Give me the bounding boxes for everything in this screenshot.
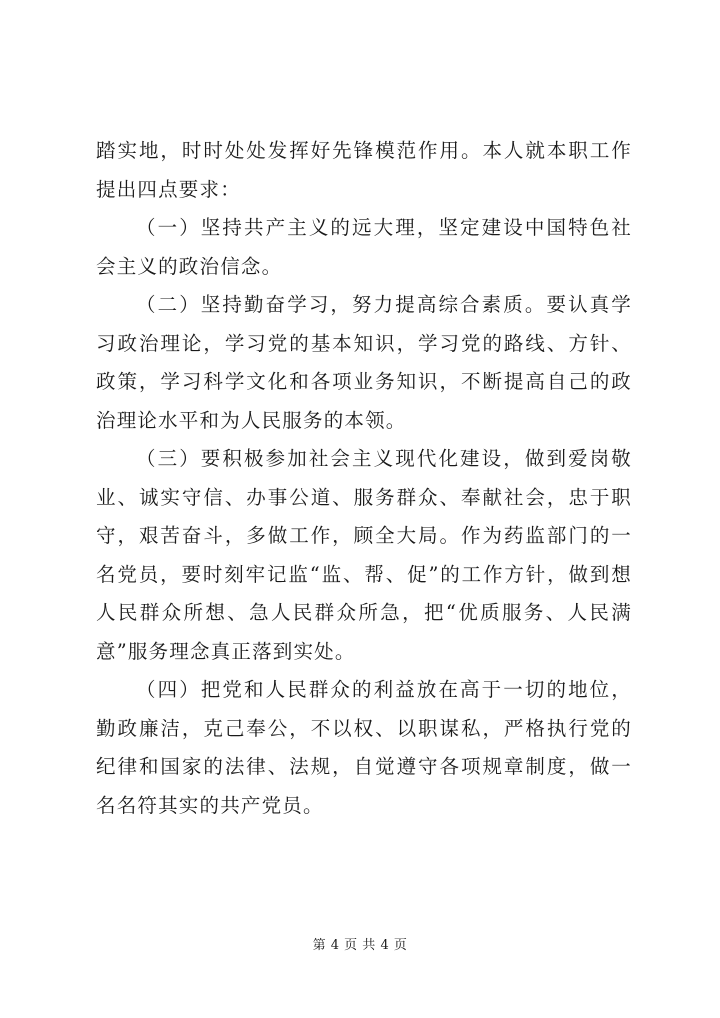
paragraph-item-1: （一）坚持共产主义的远大理，坚定建设中国特色社会主义的政治信念。: [96, 216, 632, 278]
page-number-footer: 第 4 页 共 4 页: [312, 938, 408, 953]
paragraph-item-4: （四）把党和人民群众的利益放在高于一切的地位，勤政廉洁，克己奉公，不以权、以职谋私，严格执行党的纪律和国家的法律、法规，自觉遵守各项规章制度，做一名名符其实的共产党员。: [96, 678, 632, 817]
paragraph-continuation: 踏实地，时时处处发挥好先锋模范作用。本人就本职工作提出四点要求：: [96, 139, 632, 201]
document-body: [96, 132, 632, 825]
paragraph-item-3: （三）要积极参加社会主义现代化建设，做到爱岗敬业、诚实守信、办事公道、服务群众、奉献社会，忠于职守，艰苦奋斗，多做工作，顾全大局。作为药监部门的一名党员，要时刻牢记监“监、帮、促”的工作方针，做到想人民群众所想、急人民群众所急，把“优质服务、人民满意”服务理念真正落到实处。: [96, 447, 632, 663]
paragraph-item-2: （二）坚持勤奋学习，努力提高综合素质。要认真学习政治理论，学习党的基本知识，学习党的路线、方针、政策，学习科学文化和各项业务知识，不断提高自己的政治理论水平和为人民服务的本领。: [96, 293, 632, 432]
